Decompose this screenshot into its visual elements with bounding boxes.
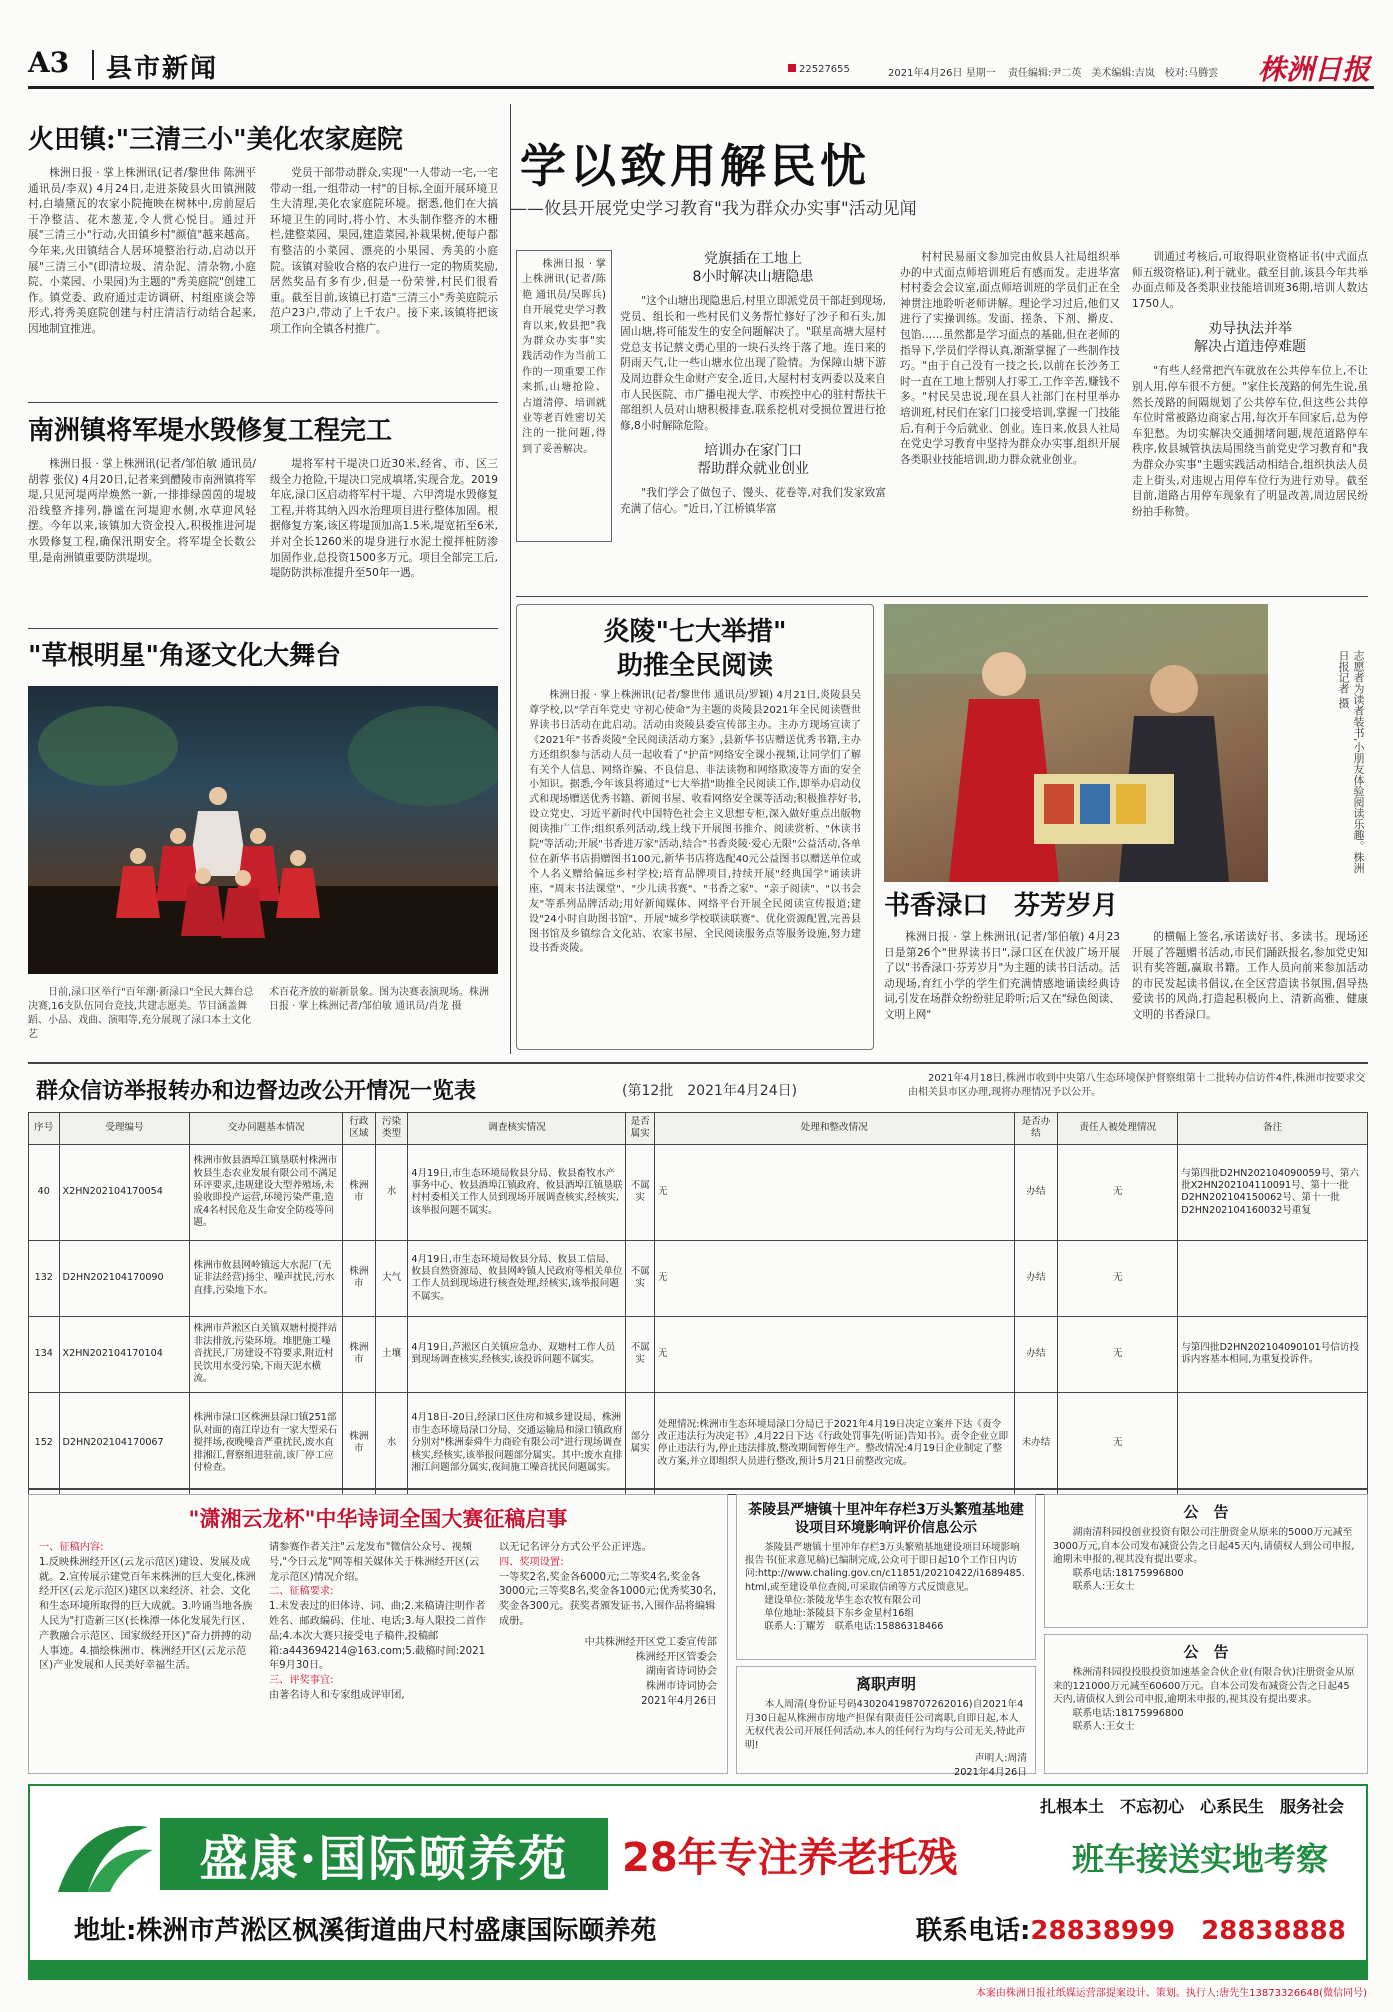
cell-handling: 处理情况:株洲市生态环境局渌口分局已于2021年4月19日决定立案并下达《责令改正违法行为决定书》,4月22日下达《行政处罚事先(听证)告知书》。责令企业立即停止违法行为,停止违法排放,整改期间暂停生产。整改情况:4月19日企业制定了整改方案,并立即组织人员进行整改,预计5月21日前整改完成。 xyxy=(654,1392,1014,1494)
notice-signature: 株洲经开区管委会 xyxy=(635,1651,717,1663)
notice-title: 公 告 xyxy=(1183,1503,1229,1521)
feature-lead: 株洲日报 · 掌上株洲讯(记者/陈艳 通讯员/吴晖兵) 自开展党史学习教育以来,攸县把"我为群众办实事"实践活动作为当前工作的一项重要工作来抓,山塘抢险、占道清停、培训就业等老百姓密切关注的一批问题,得到了妥善解决。 xyxy=(522,259,606,455)
table-row xyxy=(29,1240,1368,1316)
photo-caption: 日前,渌口区举行"百年潮·新渌口"全民大舞台总决赛,16支队伍同台竞技,共建志愿美。节目涵盖舞蹈、小品、戏曲、演唱等,充分展现了渌口本土文化艺 xyxy=(28,987,254,1040)
cell-punished: 无 xyxy=(1058,1392,1178,1494)
notice-signature: 中共株洲经开区党工委宣传部 xyxy=(584,1636,717,1648)
column-header: 行政区域 xyxy=(343,1113,376,1145)
cell-region: 株洲市 xyxy=(343,1392,376,1494)
resignation-notice xyxy=(736,1666,1036,1778)
cell-remark xyxy=(1178,1392,1368,1494)
cell-id: X2HN202104170054 xyxy=(59,1144,190,1240)
notice-contact: 联系电话:18175996800 xyxy=(1072,1567,1184,1579)
cell-type: 水 xyxy=(375,1144,408,1240)
article-body: 株洲日报 · 掌上株洲讯(记者/黎世伟 陈洲平 通讯员/李双) 4月24日,走进茶陵县火田镇洲陂村,白墙黛瓦的农家小院掩映在树林中,房前屋后干净整洁、花木葱茏,令人赏心悦目。通过开展"三清三小"行动,火田镇乡村"颜值"越来越高。今年来,火田镇结合人居环境整治行动,启动以开展"三清三小"(即清垃圾、清杂泥、清杂物,小庭院、小菜园、小果园)为主题的"秀美庭院"创建工作。镇党委、政府通过走访调研、村组座谈会等形式,将秀美庭院创建与村庄清洁行动结合起来,因地制宜推进。 xyxy=(28,167,256,335)
cell-true: 部分属实 xyxy=(626,1392,654,1494)
cell-id: D2HN202104170067 xyxy=(59,1392,190,1494)
reading-event-photo xyxy=(884,604,1268,882)
photo-illustration xyxy=(884,604,1268,882)
feature-col3 xyxy=(1132,250,1368,520)
phone-icon xyxy=(788,64,796,72)
article-nanzhou xyxy=(28,415,498,582)
table-row xyxy=(29,1392,1368,1494)
notice-body: 湖南清科园投创业投资有限公司注册资金从原来的5000万元减至3000万元,自本公司发布减资公告之日起45天内,请债权人到公司申报,逾期未申报的,视其没有提出要求。 xyxy=(1053,1527,1355,1566)
notice-title: "潇湘云龙杯"中华诗词全国大赛征稿启事 xyxy=(188,1506,568,1531)
cell-remark: 与第四批D2HN202104090059号、第六批X2HN202104110091号、第十一批D2HN202104150062号、第十一批D2HN202104160032号重复 xyxy=(1178,1144,1368,1240)
subhead: 培训办在家门口 帮助群众就业创业 xyxy=(697,443,809,478)
article-body: 株洲日报 · 掌上株洲讯(记者/黎世伟 通讯员/罗颖) 4月21日,炎陵县吴尊学校,以"学百年党史 守初心使命"为主题的炎陵县2021年全民阅读暨世界读书日活动在此启动。活动由炎陵县委宣传部主办。主办方现场宣读了《2021年"书香炎陵"全民阅读活动方案》,县新华书店赠送优秀书籍,主办方还组织参与活动人员一起收看了"护苗"网络安全课小视频,让同学们了解有关个人信息、网络诈骗、不良信息、非法读物和网络欺凌等方面的安全小知识。据悉,今年该县将通过"七大举措"助推全民阅读工作,即举办启动仪式和现场赠送优秀书籍、新阅书屋、收看网络安全课等活动;积极推荐好书,设立党史、习近平新时代中国特色社会主义思想专柜,深入做好重点出版物阅读推广工作;组织系列活动,线上线下开展图书推介、阅读赏析、"休读书院"等活动;开展"书香进万家"活动,结合"书香炎陵·爱心无限"公益活动,各单位在新华书店捐赠图书100元,新华书店将选配40元公益图书以赠送单位或个人名义赠给偏远乡村学校;培育品牌项目,持续开展"经典国学"诵读讲座、"周末书法课堂"、"少儿读书赛"、"书香之家"、"亲子阅读"、"以书会友"等系列品牌活动;用好新闻媒体、网络平台开展全民阅读宣传报道;建设"24小时自助图书馆"、开展"城乡学校联读联赛"、优化资源配置,完善县图书馆及乡镇综合文化站、农家书屋、全民阅读服务点等服务设施,努力建设书香炎陵。 xyxy=(529,690,861,955)
cell-true: 不属实 xyxy=(626,1240,654,1316)
notice-contact: 联系人:王女士 xyxy=(1072,1581,1135,1593)
cell-handling: 无 xyxy=(654,1240,1014,1316)
article-title: 南洲镇将军堤水毁修复工程完工 xyxy=(28,416,393,446)
feature-col2 xyxy=(900,250,1120,468)
poetry-notice xyxy=(28,1494,728,1774)
ad-phone xyxy=(916,1910,1346,1947)
complaint-table xyxy=(28,1112,1368,1495)
column-header: 序号 xyxy=(29,1113,60,1145)
column-header: 交办问题基本情况 xyxy=(190,1113,343,1145)
eia-notice xyxy=(736,1494,1036,1660)
cell-type: 大气 xyxy=(375,1240,408,1316)
notice-body: 本人周清(身份证号码430204198707262016)自2021年4月30日起从株洲市房地产担保有限责任公司离职,自即日起,本人无权代表公司开展任何活动,本人的任何行为均与公司无关,特此声明! xyxy=(745,1699,1026,1751)
feature-body: 训通过考核后,可取得职业资格证书(中式面点师五级资格证),利于就业。截至目前,该县今年共举办面点师及各类职业技能培训班36期,培训人数达1750人。 xyxy=(1132,251,1368,310)
capital-reduction-notice xyxy=(1044,1634,1368,1774)
issue-date: 2021年4月26日 星期一 xyxy=(888,68,996,79)
photo-vertical-caption: 志愿者为读者装书,小朋友体验阅读乐趣。株洲日报记者 摄 xyxy=(1337,650,1365,874)
notice-subhead: 三、评奖事宜: xyxy=(269,1675,334,1687)
photo-illustration xyxy=(28,686,498,974)
article-body: 株洲日报 · 掌上株洲讯(记者/邹伯敏) 4月23日是第26个"世界读书日",渌口区在伏波广场开展了以"书香渌口·芬芳岁月"为主题的读书日活动。活动现场,育红小学的学生们充满情感地诵读经典诗词,引发在场群众纷纷驻足聆听;后又在"绿色阅读、文明上网" xyxy=(884,931,1120,1021)
cell-region: 株洲市 xyxy=(343,1144,376,1240)
feature-body: 村村民易丽文参加完由攸县人社局组织举办的中式面点师培训班后有感而发。走进华富村村委会会议室,面点师培训班的学员们正在全神贯注地聆听老师讲解。理论学习过后,他们又进行了实操训练。发面、搓条、下剂、擀皮、包馅……虽然都是学习面点的基础,但在老师的指导下,学员们学得认真,渐渐掌握了一些制作技巧。"由于自己没有一技之长,以前在长沙务工时一直在工地上帮别人打零工,工作辛苦,赚钱不多。"村民吴忠说,现在县人社部门在村里举办培训班,村民们在家门口接受培训,掌握一门技能后,有利于今后就业、创业。连日来,攸县人社局在党史学习教育中坚持为群众办实事,组织开展各类职业技能培训,助力群众就业创业。 xyxy=(900,251,1120,466)
cell-remark xyxy=(1178,1240,1368,1316)
cell-no: 134 xyxy=(29,1316,60,1392)
feature-subtitle: ——攸县开展党史学习教育"我为群众办实事"活动见闻 xyxy=(510,199,917,219)
notice-signature: 株洲市诗词协会 xyxy=(645,1681,717,1693)
ad-phone-number: 28838999 28838888 xyxy=(1030,1916,1346,1946)
feature-body: "有些人经常把汽车就放在公共停车位上,不让别人用,停车很不方便。"家住长茂路的何先生说,虽然长茂路的间隔规划了公共停车位,但这些公共停车位时常被路边商家占用,每次开车回家后,总为停车犯愁。为切实解决交通拥堵问题,规范道路停车秩序,攸县城管执法局围绕当前党史学习教育和"我为群众办实事"主题实践活动相结合,组织执法人员走上街头,对违规占用停车位行为进行劝导。截至目前,道路占用停车现象有了明显改善,周边居民纷纷拍手称赞。 xyxy=(1132,365,1368,518)
masthead xyxy=(28,46,1374,90)
column-header: 是否属实 xyxy=(626,1113,654,1145)
notice-subhead: 二、征稿要求: xyxy=(269,1586,334,1598)
cell-investigation: 4月19日,市生态环境局攸县分局、攸县工信局、攸县自然资源局、攸县网岭镇人民政府等相关单位工作人员到现场进行核查处理,经核实,该举报问题不属实。 xyxy=(408,1240,626,1316)
cell-handling: 无 xyxy=(654,1316,1014,1392)
article-shuxiang xyxy=(884,890,1368,1024)
cell-punished: 无 xyxy=(1058,1316,1178,1392)
cell-type: 土壤 xyxy=(375,1316,408,1392)
ad-tagline: 28年专注养老托残 xyxy=(622,1835,958,1881)
notice-body: 由著名诗人和专家组成评审团, xyxy=(269,1689,405,1701)
cell-no: 152 xyxy=(29,1392,60,1494)
cell-id: X2HN202104170104 xyxy=(59,1316,190,1392)
notice-body: 1.反映株洲经开区(云龙示范区)建设、发展及成就。2.宣传展示建党百年来株洲的巨大变化,株洲经开区(云龙示范区)建区以来经济、社会、文化和生态环境所取得的巨大成就。3.吟诵当地各族人民为"打造新三区(长株潭一体化发展先行区、产教融合示范区、国家级经开区)"奋力拼搏的动人事迹。4.描绘株洲市、株洲经开区(云龙示范区)产业发展和人民美好幸福生活。 xyxy=(39,1556,256,1672)
article-body: 的横幅上签名,承诺读好书、多读书。现场还开展了答题赠书活动,市民们踊跃报名,参加党史知识有奖答题,赢取书籍。工作人员向前来参加活动的市民发起读书倡议,在全区营造读书氛围,倡导热爱读书的风尚,打造起积极向上、清新高雅、健康文明的书香渌口。 xyxy=(1132,931,1368,1021)
notice-body: 株洲清科园投投股投资加速基金合伙企业(有限合伙)注册资金从原来的121000万元减至60600万元。自本公司发布减资公告之日起45天内,请债权人到公司申报,逾期未申报的,视其没有提出要求。 xyxy=(1053,1667,1355,1706)
cell-region: 株洲市 xyxy=(343,1316,376,1392)
cell-investigation: 4月18日-20日,经渌口区住房和城乡建设局、株洲市生态环境局渌口分局、交通运输局和渌口镇政府分别对"株洲泰舜牛力商砼有限公司"进行现场调查核实,经核实,该举报问题部分属实。其中:废水直排湘江问题部分属实,夜间施工噪音扰民问题属实。 xyxy=(408,1392,626,1494)
ad-banner xyxy=(28,1784,1368,1980)
cell-remark: 与第四批D2HN202104090101号信访投诉内容基本相同,为重复投诉件。 xyxy=(1178,1316,1368,1392)
cell-true: 不属实 xyxy=(626,1316,654,1392)
column-header: 受理编号 xyxy=(59,1113,190,1145)
article-yanling xyxy=(516,604,874,1050)
notice-subhead: 四、奖项设置: xyxy=(499,1556,564,1568)
cell-problem: 株洲市攸县酒埠江镇垦联村株洲市攸县生态农业发展有限公司不满足环评要求,违规建设大型养殖场,未验收即投产运营,环境污染严重,造成4名村民危及生命安全防疫等问题。 xyxy=(190,1144,343,1240)
notice-body: 一等奖2名,奖金各6000元;二等奖4名,奖金各3000元;三等奖8名,奖金各1000元;优秀奖30名,奖金各300元。获奖者颁发证书,入围作品将编辑成册。 xyxy=(499,1571,717,1627)
ad-tagline-2: 班车接送实地考察 xyxy=(1072,1840,1329,1878)
ad-footer: 本案由株洲日报社纸媒运营部提案设计、策划。执行人:唐先生13873326648(微信同号) xyxy=(975,1988,1367,1999)
notice-contact: 联系人:王女士 xyxy=(1072,1721,1135,1733)
notice-subhead: 一、征稿内容: xyxy=(39,1542,104,1553)
feature-sidebar-box xyxy=(516,250,612,542)
feature-body: "这个山塘出现隐患后,村里立即派党员干部赶到现场,党员、组长和一些村民们义务帮忙修好了沙子和石头,加固山塘,将可能发生的安全问题解决了。"联星高塘大屋村党总支书记蔡文勇心里的一块石头终于落了地。连日来的阴雨天气,让一些山塘水位出现了险情。为保障山塘下游及周边群众生命财产安全,近日,大屋村村支两委以及来自市人民医院、市广播电视大学、市疾控中心的驻村帮扶干部组织人员对山塘积极排查,联系挖机对受损位置进行抢修,8小时解除危险。 xyxy=(620,295,886,432)
cell-investigation: 4月19日,市生态环境局攸县分局、攸县畜牧水产事务中心、攸县酒埠江镇政府、攸县酒埠江镇垦联村村委相关工作人员到现场开展调查核实,经核实,该举报问题不属实。 xyxy=(408,1144,626,1240)
cell-handling: 无 xyxy=(654,1144,1014,1240)
article-huotian xyxy=(28,124,498,338)
article-body: 堤将军村干堤决口近30米,经省、市、区三级全力抢险,干堤决口完成填堵,实现合龙。2019年底,渌口区启动将军村干堤、六甲湾堤水毁修复工程,并将其纳入四水治理项目进行整体加固。根据修复方案,该区将堤顶加高1.5米,堤宽拓至6米,并对全长1260米的堤身进行水泥土搅拌桩防渗加固作业,总投资1500多万元。项目全部完工后,堤防防洪标准提升至50年一遇。 xyxy=(270,458,498,580)
paper-logo: 株洲日报 xyxy=(1258,53,1371,86)
column-header: 备注 xyxy=(1178,1113,1368,1145)
page-number: A3 xyxy=(28,46,70,79)
ad-name-box xyxy=(160,1818,608,1890)
column-header: 污染类型 xyxy=(375,1113,408,1145)
article-title: "草根明星"角逐文化大舞台 xyxy=(28,641,342,671)
cell-problem: 株洲市渌口区株洲县渌口镇251部队对面的南江岸边有一家大型采石搅拌场,夜晚噪音严重扰民,废水直排湘江,督察组进驻前,该厂停工应付检查。 xyxy=(190,1392,343,1494)
article-title: 炎陵"七大举措" 助推全民阅读 xyxy=(603,617,787,681)
column-header: 处理和整改情况 xyxy=(654,1113,1014,1145)
editors-line: 责任编辑:尹二英 美术编辑:吉岚 校对:马腾雲 xyxy=(1008,68,1219,79)
notice-body: 单位地址:茶陵县下东乡金星村16组 xyxy=(764,1608,914,1620)
notice-body: 以无记名评分方式公平公正评选。 xyxy=(499,1542,652,1553)
complaint-intro: 2021年4月18日,株洲市收到中央第八生态环境保护督察组第十二批转办信访件4件,株洲市按要求交由相关县市区办理,现将办理情况予以公开。 xyxy=(908,1073,1366,1098)
section-title: 县市新闻 xyxy=(106,54,219,84)
complaint-title: 群众信访举报转办和边督边改公开情况一览表 xyxy=(36,1078,477,1104)
notice-title: 公 告 xyxy=(1183,1643,1229,1661)
table-header-row xyxy=(29,1113,1368,1145)
cell-punished: 无 xyxy=(1058,1240,1178,1316)
cell-closed: 办结 xyxy=(1014,1240,1058,1316)
notice-body: 建设单位:茶陵龙华生态农牧有限公司 xyxy=(764,1594,921,1606)
cell-no: 132 xyxy=(29,1240,60,1316)
column-header: 调查核实情况 xyxy=(408,1113,626,1145)
notice-contact: 联系电话:18175996800 xyxy=(1072,1707,1184,1719)
ad-logo-icon xyxy=(48,1812,158,1902)
hotline: 22527655 xyxy=(788,64,850,75)
data-table xyxy=(28,1112,1368,1495)
cell-problem: 株洲市芦淞区白关镇双塘村搅拌站非法排放,污染环境。堆肥施工噪音扰民,厂房建设不符要求,附近村民饮用水受污染,下雨天泥水横流。 xyxy=(190,1316,343,1392)
article-caogen xyxy=(28,640,498,682)
feature-body: "我们学会了做包子、馒头、花卷等,对我们发家致富充满了信心。"近日,丫江桥镇华富 xyxy=(620,487,886,515)
notice-signature: 湖南省诗词协会 xyxy=(645,1666,717,1678)
photo-caption: 术百花齐放的崭新景象。图为决赛表演现场。株洲日报 · 掌上株洲记者/邹伯敏 通讯员/肖龙 摄 xyxy=(269,987,489,1012)
ad-phone-label: 联系电话: xyxy=(916,1916,1031,1946)
article-title: 火田镇:"三清三小"美化农家庭院 xyxy=(28,125,403,155)
column-header: 是否办结 xyxy=(1014,1113,1058,1145)
cell-no: 40 xyxy=(29,1144,60,1240)
ad-address: 地址:株洲市芦淞区枫溪街道曲尺村盛康国际颐养苑 xyxy=(74,1916,657,1946)
notice-body: 茶陵县严塘镇十里冲年存栏3万头繁殖基地建设项目环境影响报告书(征求意见稿)已编制完成,公众可于即日起10个工作日内访问:http://www.chaling.gov.cn/c11851/20210422/i1689485.html,或至建设单位查阅,可采取信函等方式反馈意见。 xyxy=(745,1542,1025,1593)
ad-name: 盛康·国际颐养苑 xyxy=(199,1830,569,1887)
cell-investigation: 4月19日,芦淞区白关镇应急办、双塘村工作人员到现场调查核实,经核实,该投诉问题不属实。 xyxy=(408,1316,626,1392)
cell-closed: 未办结 xyxy=(1014,1392,1058,1494)
capital-reduction-notice xyxy=(1044,1494,1368,1628)
stage-performance-photo xyxy=(28,686,498,974)
notice-body: 联系人:丁耀芳 联系电话:15886318466 xyxy=(764,1621,944,1633)
complaint-batch: (第12批 2021年4月24日) xyxy=(622,1083,798,1099)
cell-type: 水 xyxy=(375,1392,408,1494)
notice-title: 离职声明 xyxy=(855,1675,916,1693)
article-body: 株洲日报 · 掌上株洲讯(记者/邹伯敏 通讯员/胡蓉 张仪) 4月20日,记者来到醴陵市南洲镇将军堤,只见河堤两岸焕然一新,一排排绿茵茵的堤坡沿线整齐排列,静谧在河堤迎水侧,水草迎风轻摆。今年以来,该镇加大资金投入,积极推进河堤水毁修复工程,确保汛期安全。将军堤全长数公里,是南洲镇重要防洪堤坝。 xyxy=(28,458,256,564)
cell-id: D2HN202104170090 xyxy=(59,1240,190,1316)
cell-closed: 办结 xyxy=(1014,1144,1058,1240)
column-header: 责任人被处理情况 xyxy=(1058,1113,1178,1145)
notice-date: 2021年4月26日 xyxy=(641,1695,717,1707)
notice-title: 茶陵县严塘镇十里冲年存栏3万头繁殖基地建设项目环境影响评价信息公示 xyxy=(748,1502,1024,1536)
notice-signature: 声明人:周清 xyxy=(974,1753,1027,1765)
feature-title: 学以致用解民忧 xyxy=(520,139,870,193)
subhead: 党旗插在工地上 8小时解决山塘隐患 xyxy=(692,251,814,285)
feature-col1 xyxy=(620,250,886,518)
article-title: 书香渌口 芬芳岁月 xyxy=(884,891,1119,921)
article-body: 党员干部带动群众,实现"一人带动一宅,一宅带动一组,一组带动一村"的目标,全面开展环境卫生大清理,美化农家庭院环境。据悉,他们在大搞环境卫生的同时,将小竹、木头制作整齐的木栅栏,建整菜园、果园,建造菜园,补栽果树,使每户都有整洁的小菜园、漂亮的小果园、秀美的小庭院。该镇对验收合格的农户进行一定的物质奖励,居然奖品有多有少,但是一份荣誉,村民们很看重。截至目前,该镇已打造"三清三小"秀美庭院示范户23户,带动了上千农户。接下来,该镇将把该项工作向全镇各村推广。 xyxy=(270,167,498,335)
cell-closed: 办结 xyxy=(1014,1316,1058,1392)
cell-punished: 无 xyxy=(1058,1144,1178,1240)
notice-body: 请参赛作者关注"云龙发布"微信公众号、视频号,"今日云龙"网等相关媒体关于株洲经开区(云龙示范区)情况介绍。 xyxy=(269,1542,480,1583)
notice-date: 2021年4月26日 xyxy=(953,1766,1027,1778)
cell-true: 不属实 xyxy=(626,1144,654,1240)
cell-problem: 株洲市攸县网岭镇远大水泥厂(无证非法经营)扬尘、噪声扰民,污水直排,污染地下水。 xyxy=(190,1240,343,1316)
ad-slogan: 扎根本土 不忘初心 心系民生 服务社会 xyxy=(1039,1797,1344,1816)
cell-region: 株洲市 xyxy=(343,1240,376,1316)
subhead: 劝导执法并举 解决占道违停难题 xyxy=(1194,321,1306,356)
table-row xyxy=(29,1144,1368,1240)
table-row xyxy=(29,1316,1368,1392)
notice-body: 1.未发表过的旧体诗、词、曲;2.来稿请注明作者姓名、邮政编码、住址、电话;3.每人限投二首作品;4.本次大赛只接受电子稿件,投稿邮箱:a443694214@163.com;5.截稿时间:2021年9月30日。 xyxy=(269,1601,486,1672)
